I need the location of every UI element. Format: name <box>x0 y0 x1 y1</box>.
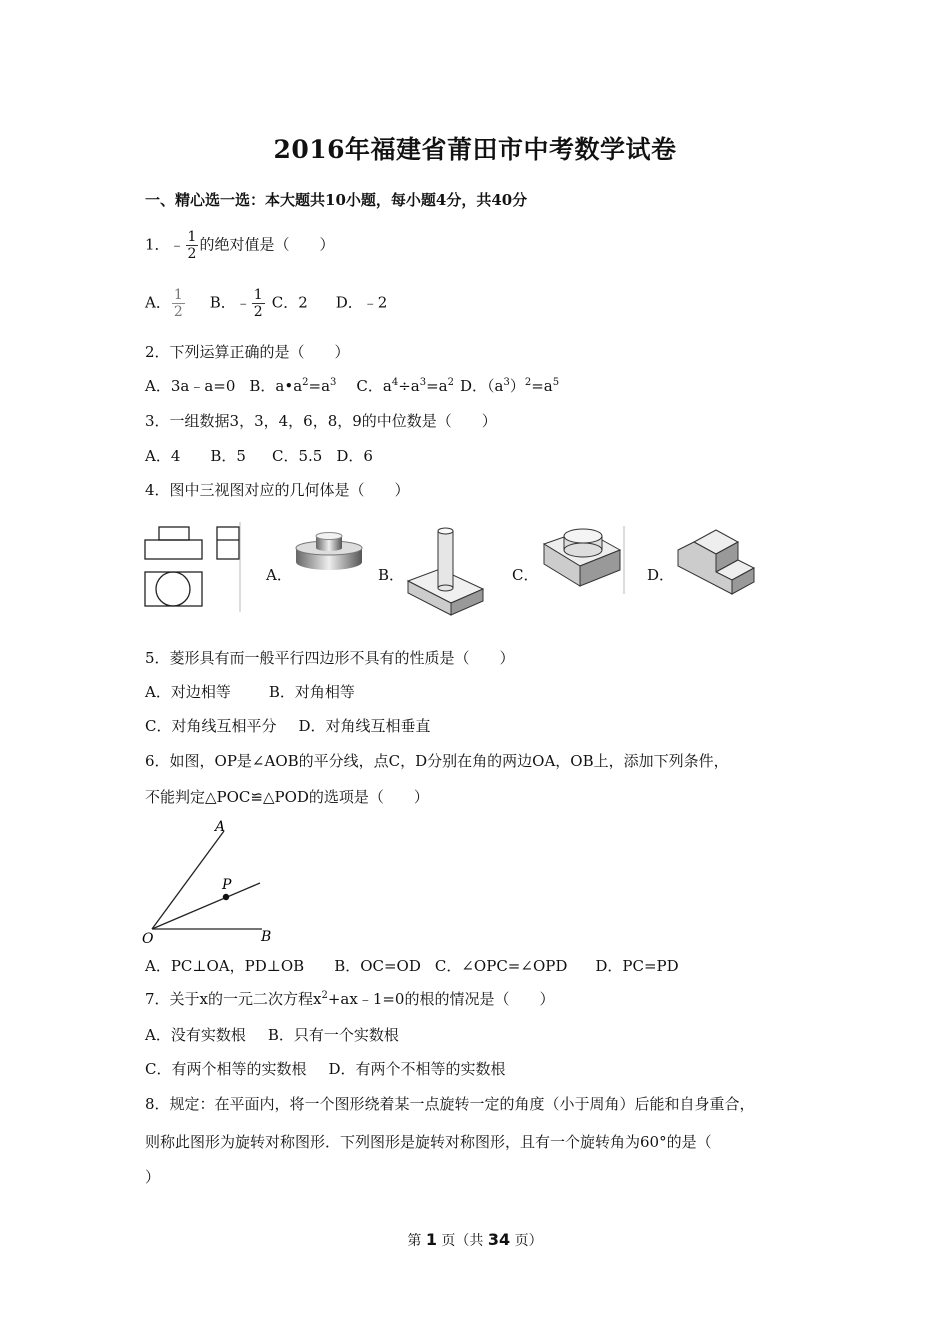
question-7-options-row2: C．有两个相等的实数根 D．有两个不相等的实数根 <box>145 1060 506 1078</box>
side-view <box>217 527 239 559</box>
question-6-options: A．PC⊥OA，PD⊥OB B．OC=OD C．∠OPC=∠OPD D．PC=PD <box>145 957 679 975</box>
front-view-base <box>145 540 202 559</box>
label-p: P <box>222 877 232 893</box>
page-footer: 第 1 页（共 34 页） <box>407 1230 543 1249</box>
question-3: 3．一组数据3，3，4，6，8，9的中位数是（ ） <box>145 412 497 430</box>
question-4: 4．图中三视图对应的几何体是（ ） <box>145 481 410 499</box>
page-title: 2016年福建省莆田市中考数学试卷 <box>273 135 677 164</box>
question-7-options-row1: A．没有实数根 B．只有一个实数根 <box>145 1026 399 1044</box>
top-view-circle <box>156 572 190 606</box>
question-8-line3: ） <box>145 1168 161 1186</box>
question-2-options: A．3a﹣a=0 B．$a•a^2=a^3$ C．$a^4\div a^3=a^2$ D．$(a^3)^2=a^5$ <box>145 377 560 395</box>
q4-option-d-label: D． <box>647 566 675 584</box>
label-o: O <box>142 931 154 947</box>
question-1-options: A． $\frac{1}{2}$ B．﹣ $\frac{1}{2}$ C．2 D．﹣2 <box>145 287 388 321</box>
question-8-line1: 8．规定：在平面内，将一个图形绕着某一点旋转一定的角度（小于周角）后能和自身重合， <box>145 1095 755 1113</box>
q4-option-c-label: C． <box>512 566 539 584</box>
three-view-figure <box>140 522 250 614</box>
front-view-top <box>159 527 189 540</box>
top-view <box>145 572 202 606</box>
question-6-line1: 6．如图，OP是∠AOB的平分线，点C，D分别在角的两边OA，OB上，添加下列条件， <box>145 752 729 770</box>
question-5: 5．菱形具有而一般平行四边形不具有的性质是（ ） <box>145 649 515 667</box>
question-5-options-row2: C．对角线互相平分 D．对角线互相垂直 <box>145 717 431 735</box>
fraction: $\frac{1}{2}$ <box>187 229 197 263</box>
page-total: 34 <box>487 1230 511 1249</box>
option-a-solid-figure <box>294 526 364 574</box>
question-1: 1．﹣ $\frac{1}{2}$ 的绝对值是（ ） <box>145 229 335 263</box>
fraction: $\frac{1}{2}$ <box>253 287 263 321</box>
fraction: $\frac{1}{2}$ <box>173 287 183 321</box>
point-p <box>223 894 229 900</box>
question-7: 7．关于x的一元二次方程$x^2+ax﹣1=0$的根的情况是（ ） <box>145 990 555 1008</box>
option-c-solid-figure <box>540 524 626 596</box>
question-3-options: A．4 B．5 C．5.5 D．6 <box>145 447 373 465</box>
q4-option-b-label: B． <box>378 566 405 584</box>
section-heading: 一、精心选一选：本大题共10小题，每小题4分，共40分 <box>145 191 528 209</box>
angle-bisector-figure <box>140 817 280 947</box>
question-2: 2．下列运算正确的是（ ） <box>145 343 350 361</box>
label-b: B <box>261 929 272 945</box>
question-5-options-row1: A．对边相等 B．对角相等 <box>145 683 355 701</box>
q4-option-a-label: A． <box>266 566 292 584</box>
option-d-solid-figure <box>674 526 758 596</box>
label-a: A <box>215 819 226 835</box>
page-number: 1 <box>425 1230 437 1249</box>
option-b-solid-figure <box>405 523 487 617</box>
question-6-line2: 不能判定△POC≌△POD的选项是（ ） <box>145 788 429 806</box>
question-8-line2: 则称此图形为旋转对称图形．下列图形是旋转对称图形，且有一个旋转角为60°的是（ <box>145 1133 712 1151</box>
